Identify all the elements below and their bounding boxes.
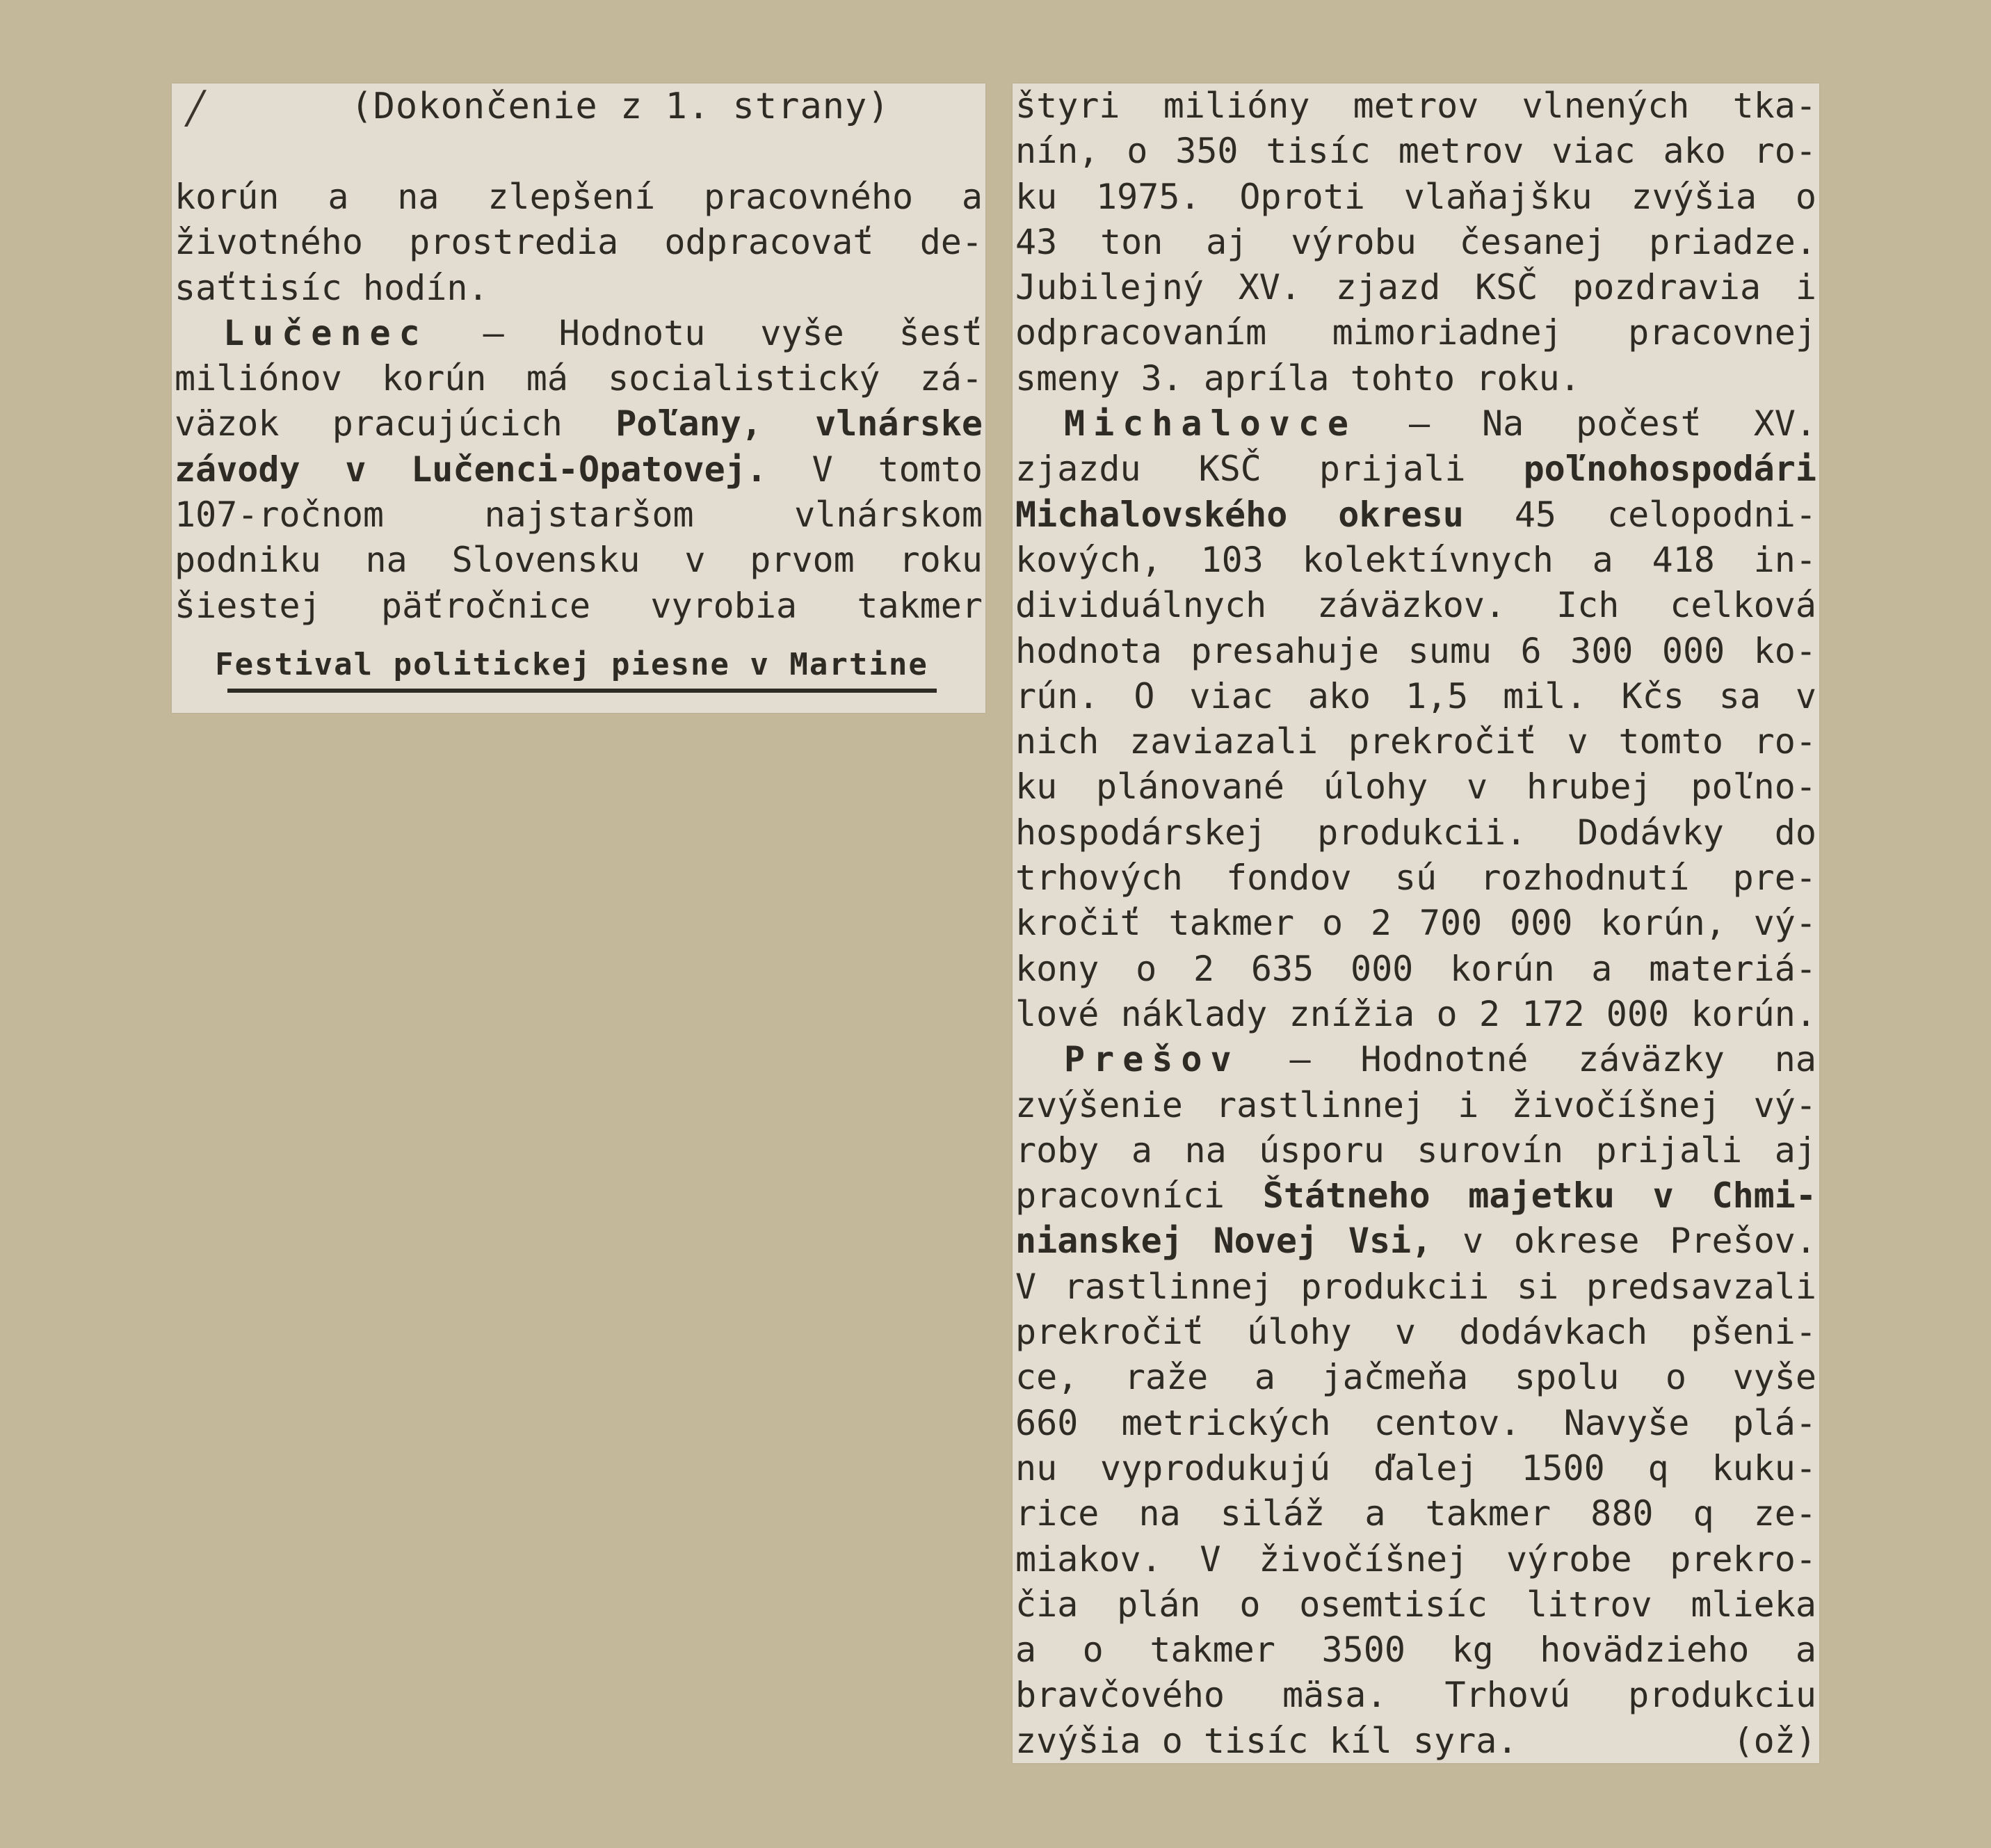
place-name-lucenec: Lučenec: [223, 312, 428, 353]
estate-name: Štátneho majetku v Chmi-: [1262, 1175, 1816, 1216]
text-line: miliónov korún má socialistický zá-: [175, 358, 983, 399]
text-line: závody v Lučenci-Opatovej. V tomto: [175, 449, 983, 490]
text-line: kročiť takmer o 2 700 000 korún, vý-: [1015, 903, 1816, 944]
text-line: odpracovaním mimoriadnej pracovnej: [1015, 312, 1816, 353]
tear-mark-icon: ⁄: [179, 75, 213, 140]
text-line: trhových fondov sú rozhodnutí pre-: [1015, 858, 1816, 899]
text-line: ku plánované úlohy v hrubej poľno-: [1015, 766, 1816, 808]
text-line: čia plán o osemtisíc litrov mlieka: [1015, 1584, 1816, 1625]
estate-location: nianskej Novej Vsi,: [1015, 1221, 1433, 1262]
left-clipping: [172, 75, 985, 713]
text-line: rice na siláž a takmer 880 q ze-: [1015, 1493, 1816, 1534]
text-line: lové náklady znížia o 2 172 000 korún.: [1015, 993, 1816, 1034]
text-line: dividuálnych záväzkov. Ich celková: [1015, 585, 1816, 626]
continuation-header: (Dokončenie z 1. strany): [350, 86, 890, 127]
lucenec-lead: Lučenec — Hodnotu vyše šesť: [223, 312, 983, 353]
text-line: kony o 2 635 000 korún a materiá-: [1015, 948, 1816, 989]
text-line: 107-ročnom najstaršom vlnárskom: [175, 495, 983, 536]
farmers-label: poľnohospodári: [1523, 449, 1816, 490]
michalovce-lead: Michalovce — Na počesť XV.: [1064, 403, 1816, 444]
photo-caption: Festival politickej piesne v Martine: [215, 646, 928, 682]
text-line: bravčového mäsa. Trhovú produkciu: [1015, 1675, 1816, 1716]
text-line: životného prostredia odpracovať de-: [175, 222, 983, 263]
text-line: ku 1975. Oproti vlaňajšku zvýšia o: [1015, 176, 1816, 217]
text-line: roby a na úsporu surovín prijali aj: [1015, 1130, 1816, 1171]
final-line: [1015, 1719, 1816, 1764]
place-name-presov: Prešov: [1064, 1039, 1240, 1080]
company-name: Poľany, vlnárske: [615, 403, 983, 444]
text-line: štyri milióny metrov vlnených tka-: [1015, 86, 1816, 126]
text-line: nich zaviazali prekročiť v tomto ro-: [1015, 721, 1816, 762]
text-line: 43 ton aj výrobu česanej priadze.: [1015, 221, 1816, 262]
text-line: miakov. V živočíšnej výrobe prekro-: [1015, 1538, 1816, 1580]
text-line: smeny 3. apríla tohto roku.: [1015, 357, 1581, 399]
text-line: podniku na Slovensku v prvom roku: [175, 540, 983, 581]
text-line: Michalovského okresu 45 celopodni-: [1015, 494, 1816, 535]
text-line: korún a na zlepšení pracovného a: [175, 177, 983, 217]
text-line: zvýšia o tisíc kíl syra.: [1015, 1720, 1518, 1761]
text-line: ce, raže a jačmeňa spolu o vyše: [1015, 1357, 1816, 1398]
text-line: pracovníci Štátneho majetku v Chmi-: [1015, 1175, 1816, 1216]
right-column: [1013, 83, 1819, 1764]
text-line: Jubilejný XV. zjazd KSČ pozdravia i: [1015, 267, 1816, 308]
text-line: nu vyprodukujú ďalej 1500 q kuku-: [1015, 1447, 1816, 1488]
text-line: 660 metrických centov. Navyše plá-: [1015, 1402, 1816, 1443]
text-line: rún. O viac ako 1,5 mil. Kčs sa v: [1015, 675, 1816, 716]
district-name: Michalovského okresu: [1015, 494, 1464, 535]
text-line: V rastlinnej produkcii si predsavzali: [1015, 1266, 1816, 1307]
place-name-michalovce: Michalovce: [1064, 403, 1357, 444]
caption-rule: [227, 689, 937, 693]
text-line: zjazdu KSČ prijali poľnohospodári: [1015, 449, 1816, 490]
company-location: závody v Lučenci-Opatovej.: [175, 449, 767, 490]
text-line: nín, o 350 tisíc metrov viac ako ro-: [1015, 131, 1816, 172]
text-line: prekročiť úlohy v dodávkach pšeni-: [1015, 1312, 1816, 1353]
text-line: hospodárskej produkcii. Dodávky do: [1015, 812, 1816, 853]
text-line: a o takmer 3500 kg hovädzieho a: [1015, 1630, 1816, 1671]
text-line: saťtisíc hodín.: [175, 267, 489, 308]
text-line: nianskej Novej Vsi, v okrese Prešov.: [1015, 1221, 1816, 1262]
author-signoff: (ož): [1732, 1720, 1816, 1761]
text-line: väzok pracujúcich Poľany, vlnárske: [175, 403, 983, 444]
text-line: kových, 103 kolektívnych a 418 in-: [1015, 539, 1816, 580]
text-line: zvýšenie rastlinnej i živočíšnej vý-: [1015, 1084, 1816, 1125]
left-column: [172, 175, 985, 629]
text-line: šiestej päťročnice vyrobia takmer: [175, 585, 983, 626]
presov-lead: Prešov — Hodnotné záväzky na: [1064, 1039, 1816, 1080]
right-clipping: [1013, 83, 1819, 1763]
text-line: hodnota presahuje sumu 6 300 000 ko-: [1015, 630, 1816, 671]
